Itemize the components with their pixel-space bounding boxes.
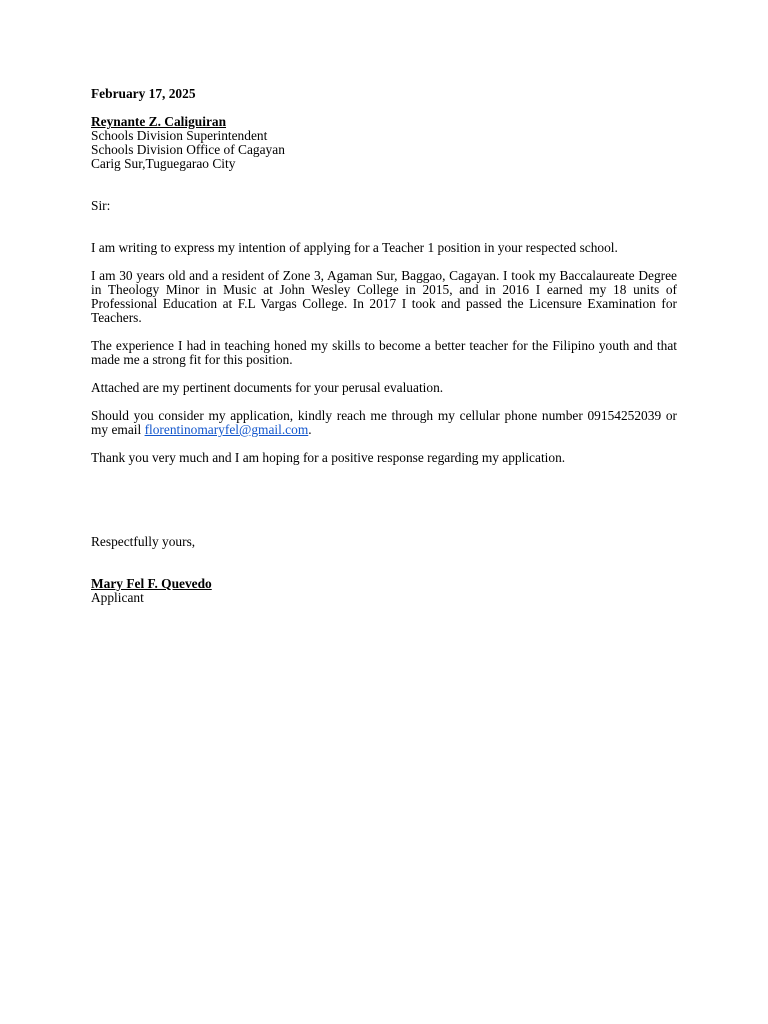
sender-name: Mary Fel F. Quevedo xyxy=(91,576,212,591)
contact-text: Should you consider my application, kindly reach me through my cellular phone number 09154252039 or my email xyxy=(91,408,677,437)
closing: Respectfully yours, xyxy=(91,534,196,549)
paragraph-thanks: Thank you very much and I am hoping for a positive response regarding my application. xyxy=(91,450,566,465)
recipient-address: Carig Sur,Tuguegarao City xyxy=(91,156,236,171)
recipient-title: Schools Division Superintendent xyxy=(91,128,268,143)
paragraph-contact xyxy=(91,409,677,437)
paragraph-background: I am 30 years old and a resident of Zone 3, Agaman Sur, Baggao, Cagayan. I took my Baccalaureate Degree in Theology Minor in Music at John Wesley College in 2015, and in 2016 I earned my 18 units of Professional Education at F.L Vargas College. In 2017 I took and passed the Licensure Examination for Teachers. xyxy=(91,268,677,325)
recipient-office: Schools Division Office of Cagayan xyxy=(91,142,285,157)
email-link[interactable]: florentinomaryfel@gmail.com xyxy=(144,422,309,437)
contact-text-end: . xyxy=(308,422,312,437)
recipient-name: Reynante Z. Caliguiran xyxy=(91,114,227,129)
paragraph-attachments: Attached are my pertinent documents for your perusal evaluation. xyxy=(91,380,444,395)
letter-page xyxy=(91,87,677,605)
signature-block xyxy=(91,577,677,605)
sender-role: Applicant xyxy=(91,590,144,605)
paragraph-intent: I am writing to express my intention of applying for a Teacher 1 position in your respected school. xyxy=(91,240,618,255)
paragraph-experience: The experience I had in teaching honed my skills to become a better teacher for the Filipino youth and that made me a strong fit for this position. xyxy=(91,338,677,367)
recipient-block xyxy=(91,115,677,171)
salutation: Sir: xyxy=(91,198,111,213)
letter-date: February 17, 2025 xyxy=(91,86,196,101)
